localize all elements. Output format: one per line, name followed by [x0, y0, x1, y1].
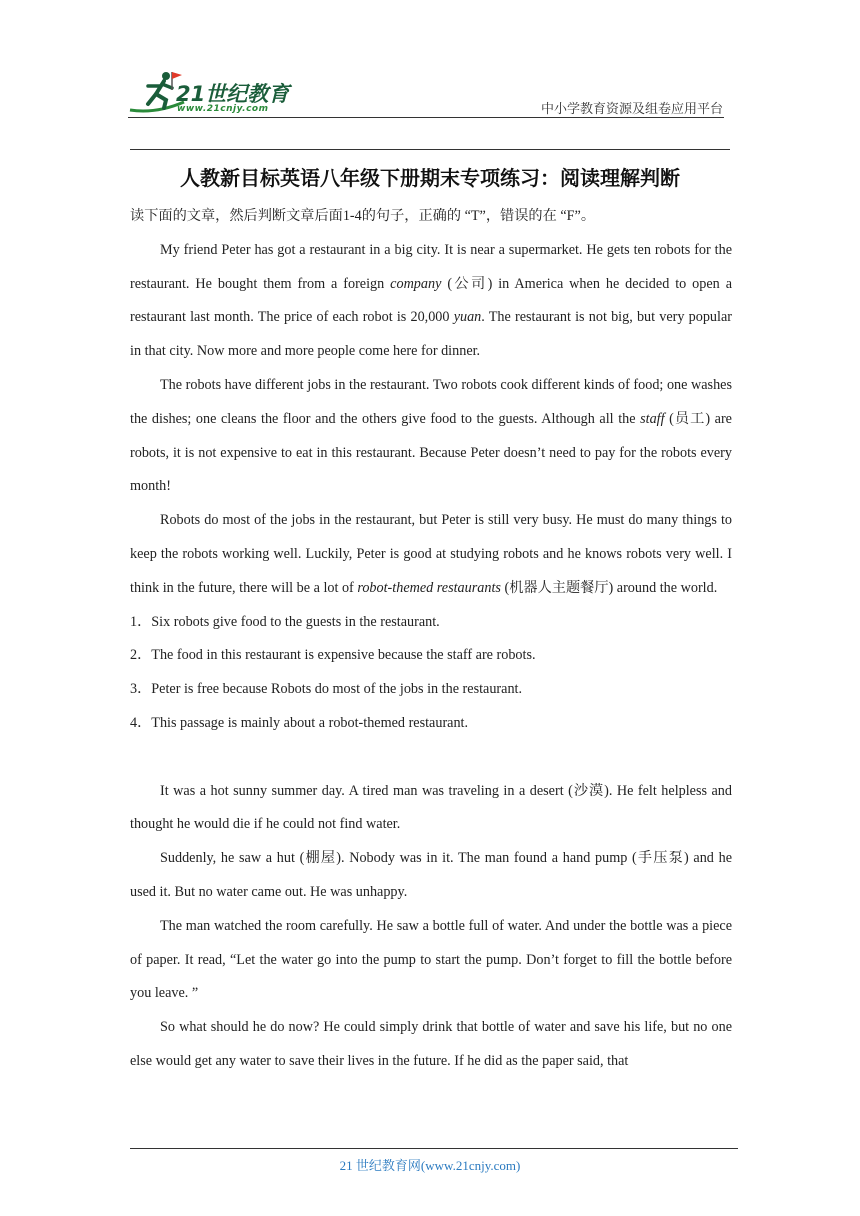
- page-title: 人教新目标英语八年级下册期末专项练习：阅读理解判断: [180, 166, 680, 190]
- question-2: 2．The food in this restaurant is expensive because the staff are robots.: [130, 647, 536, 664]
- footer-link[interactable]: 21 世纪教育网(www.21cnjy.com): [339, 1158, 521, 1173]
- logo-text: 21世纪教育: [176, 82, 290, 106]
- text-run: (公司) in America when he decided to open a restaurant last month. The price of each robot is 20,000: [130, 275, 732, 326]
- title-divider: [130, 149, 730, 150]
- passage2-paragraph-1: It was a hot sunny summer day. A tired man was traveling in a desert (沙漠). He felt helpless and thought he would die if he could not find water.: [130, 782, 732, 833]
- header-divider: [128, 117, 724, 118]
- question-4: 4．This passage is mainly about a robot-themed restaurant.: [130, 714, 469, 731]
- passage2-paragraph-4: So what should he do now? He could simply drink that bottle of water and save his life, but no one else would get any water to save their lives in the future. If he did as the paper said, that: [130, 1019, 732, 1069]
- passage1-paragraph-2: [130, 369, 732, 504]
- text-run: (员工) are robots, it is not expensive to eat in this restaurant. Because Peter doesn’t need to pay for the robots every month!: [130, 410, 732, 495]
- header-platform-name: 中小学教育资源及组卷应用平台: [540, 101, 723, 116]
- text-run: The robots have different jobs in the restaurant. Two robots cook different kinds of food; one washes the dishes; one cleans the floor and the others give food to the guests. Although all the: [130, 376, 732, 427]
- text-run: My friend Peter has got a restaurant in a big city. It is near a supermarket. He gets ten robots for the restaurant. He bought them from a foreign: [130, 241, 732, 292]
- passage1-paragraph-1: [130, 234, 732, 369]
- text-run: (机器人主题餐厅) around the world.: [500, 579, 718, 596]
- document-body: [130, 200, 732, 1079]
- question-3: 3．Peter is free because Robots do most of the jobs in the restaurant.: [130, 681, 523, 698]
- instruction: 读下面的文章，然后判断文章后面1-4的句子，正确的 “T”，错误的在 “F”。: [130, 208, 596, 224]
- italic-term: staff: [640, 410, 665, 427]
- question-1: 1．Six robots give food to the guests in the restaurant.: [130, 613, 440, 630]
- logo-url: www.21cnjy.com: [177, 104, 269, 114]
- passage2-paragraph-2: Suddenly, he saw a hut (棚屋). Nobody was in it. The man found a hand pump (手压泵) and he used it. But no water came out. He was unhappy.: [130, 850, 732, 900]
- italic-term: company: [390, 275, 442, 292]
- passage2-paragraph-3: The man watched the room carefully. He saw a bottle full of water. And under the bottle was a piece of paper. It read, “Let the water go into the pump to start the pump. Don’t forget to fill the bottle before you leave. ”: [130, 917, 732, 1002]
- text-run: Robots do most of the jobs in the restaurant, but Peter is still very busy. He must do many things to keep the robots working well. Luckily, Peter is good at studying robots and he knows robots very well. I think in the future, there will be a lot of: [130, 512, 732, 596]
- italic-term: robot-themed restaurants: [357, 579, 501, 596]
- text-run: . The restaurant is not big, but very popular in that city. Now more and more people come here for dinner.: [130, 309, 732, 360]
- passage1-paragraph-3: [130, 504, 732, 605]
- italic-term: yuan: [453, 309, 482, 326]
- footer-divider: [130, 1148, 738, 1149]
- section-gap: [130, 741, 732, 775]
